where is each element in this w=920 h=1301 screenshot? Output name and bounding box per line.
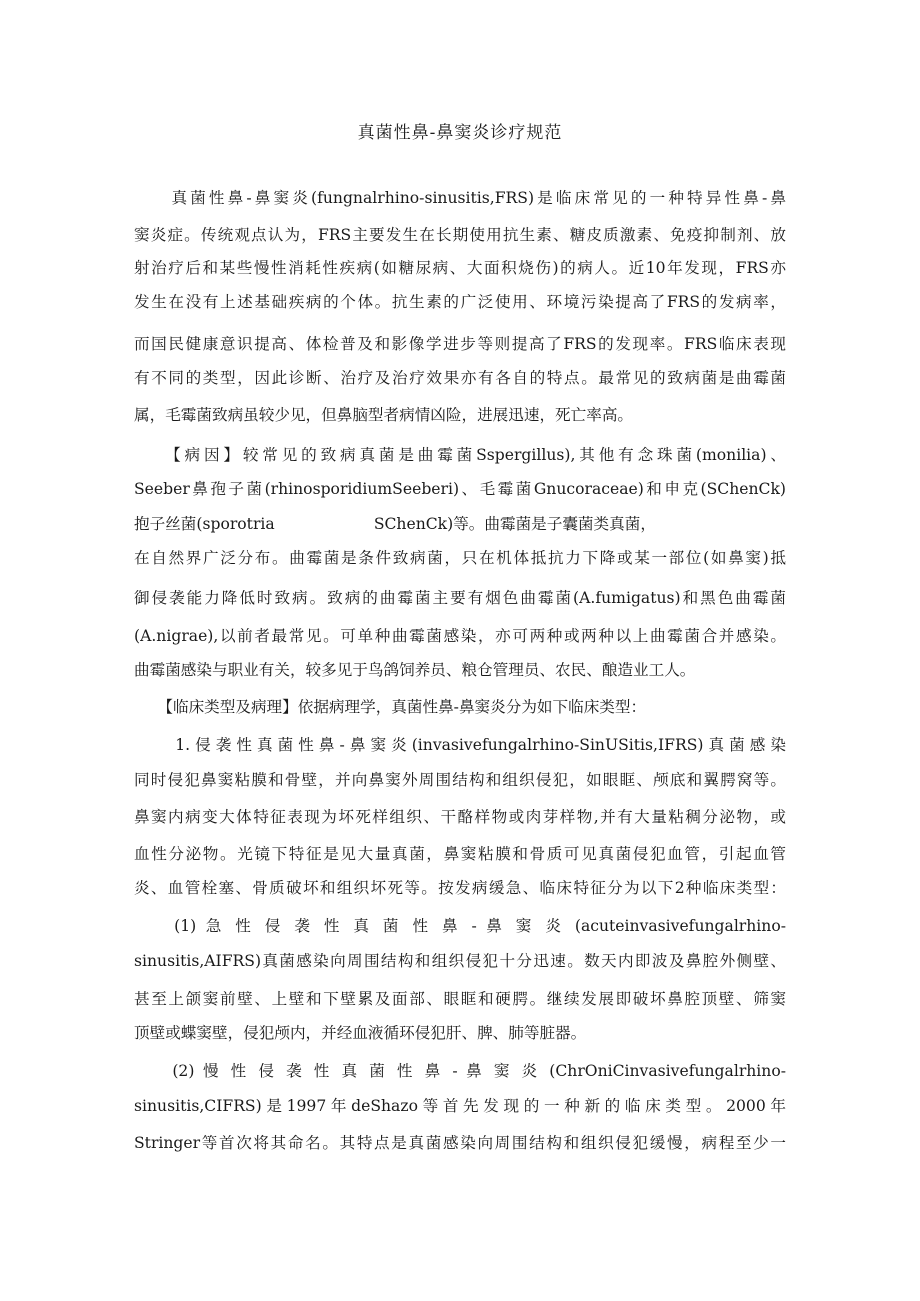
paragraph-line: (1) 急 性 侵 袭 性 真 菌 性 鼻 - 鼻 窦 炎 (acuteinvasivefungalrhino-	[134, 917, 786, 935]
paragraph-line: 发生在没有上述基础疾病的个体。抗生素的广泛使用、环境污染提高了FRS的发病率，	[134, 293, 786, 311]
paragraph-line: Stringer等首次将其命名。其特点是真菌感染向周围结构和组织侵犯缓慢，病程至少一	[134, 1134, 786, 1152]
paragraph-line: 属，毛霉菌致病虽较少见，但鼻脑型者病情凶险，进展迅速，死亡率高。	[134, 406, 634, 424]
paragraph-line: 抱子丝菌(sporotria SChenCk)等。曲霉菌是子囊菌类真菌，	[134, 515, 656, 533]
paragraph-line: 有不同的类型，因此诊断、治疗及治疗效果亦有各自的特点。最常见的致病菌是曲霉菌	[134, 369, 786, 387]
paragraph-line: sinusitis,CIFRS)是1997年deShazo等首先发现的一种新的临床类型。2000年	[134, 1097, 786, 1115]
paragraph-line: 射治疗后和某些慢性消耗性疾病(如糖尿病、大面积烧伤)的病人。近10年发现，FRS亦	[134, 259, 786, 277]
paragraph-line: 1.侵袭性真菌性鼻-鼻窦炎(invasivefungalrhino-SinUSitis,IFRS)真菌感染	[134, 736, 786, 754]
paragraph-line: 而国民健康意识提高、体检普及和影像学进步等则提高了FRS的发现率。FRS临床表现	[134, 335, 786, 353]
paragraph-line: 【病因】较常见的致病真菌是曲霉菌Sspergillus),其他有念珠菌(monilia)、	[134, 446, 786, 464]
paragraph-line: 真菌性鼻-鼻窦炎(fungnalrhino-sinusitis,FRS)是临床常见的一种特异性鼻-鼻	[134, 189, 786, 207]
paragraph-line: 同时侵犯鼻窦粘膜和骨壁，并向鼻窦外周围结构和组织侵犯，如眼眶、颅底和翼腭窝等。	[134, 771, 786, 789]
section-heading-line: 【临床类型及病理】依据病理学，真菌性鼻-鼻窦炎分为如下临床类型：	[134, 698, 647, 716]
paragraph-line: 窦炎症。传统观点认为，FRS主要发生在长期使用抗生素、糖皮质激素、免疫抑制剂、放	[134, 226, 786, 244]
paragraph-line: Seeber鼻孢子菌(rhinosporidiumSeeberi)、毛霉菌Gnucoraceae)和申克(SChenCk)	[134, 480, 786, 498]
paragraph-line: 在自然界广泛分布。曲霉菌是条件致病菌，只在机体抵抗力下降或某一部位(如鼻窦)抵	[134, 549, 786, 567]
paragraph-line: sinusitis,AIFRS)真菌感染向周围结构和组织侵犯十分迅速。数天内即波及鼻腔外侧壁、	[134, 952, 786, 970]
page-title: 真菌性鼻-鼻窦炎诊疗规范	[357, 123, 563, 143]
paragraph-line: 御侵袭能力降低时致病。致病的曲霉菌主要有烟色曲霉菌(A.fumigatus)和黑色曲霉菌	[134, 589, 786, 607]
paragraph-line: (2) 慢 性 侵 袭 性 真 菌 性 鼻 - 鼻 窦 炎 (ChrOniCinvasivefungalrhino-	[134, 1062, 786, 1080]
paragraph-line: 鼻窦内病变大体特征表现为坏死样组织、干酪样物或肉芽样物,并有大量粘稠分泌物，或	[134, 808, 786, 826]
paragraph-line: 顶壁或蝶窦壁，侵犯颅内，并经血液循环侵犯肝、脾、肺等脏器。	[134, 1024, 587, 1042]
paragraph-line: 血性分泌物。光镜下特征是见大量真菌，鼻窦粘膜和骨质可见真菌侵犯血管，引起血管	[134, 845, 786, 863]
paragraph-line: (A.nigrae),以前者最常见。可单种曲霉菌感染，亦可两种或两种以上曲霉菌合并感染。	[134, 627, 786, 645]
paragraph-line: 甚至上颌窦前壁、上壁和下壁累及面部、眼眶和硬腭。继续发展即破坏鼻腔顶壁、筛窦	[134, 990, 786, 1008]
paragraph-line: 炎、血管栓塞、骨质破坏和组织坏死等。按发病缓急、临床特征分为以下2种临床类型：	[134, 879, 786, 897]
paragraph-line: 曲霉菌感染与职业有关，较多见于鸟鸽饲养员、粮仓管理员、农民、酿造业工人。	[134, 661, 696, 679]
